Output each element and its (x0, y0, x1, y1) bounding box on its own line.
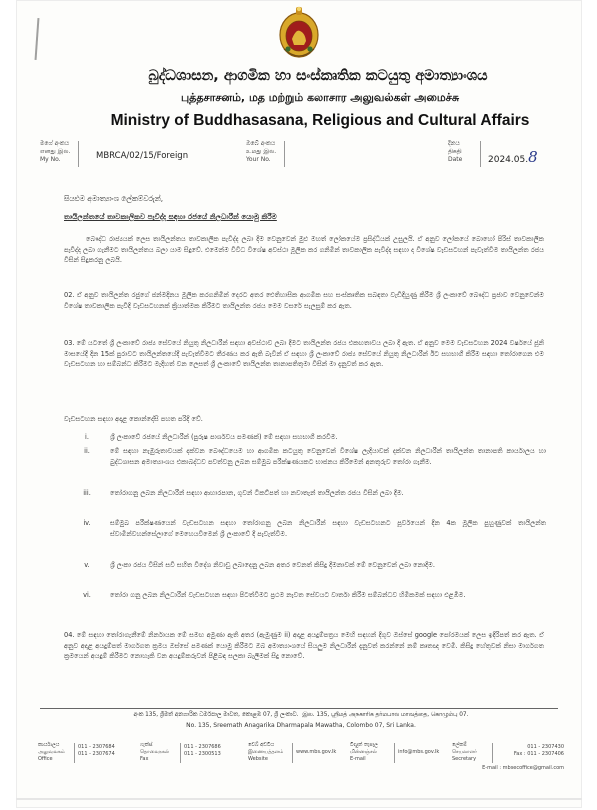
email-label: විද්‍යුත් තැපෑල மின்னஞ்சல் E-mail (350, 742, 378, 762)
list-item: vi. තෝරා ගනු ලබන නිලධාරීන් වැඩසටහන සඳහා පිටත්වීමට ප්‍රථම නැවත සේවයට වාර්තා කිරීම සම්බන්ධව හිමිකමක් සඳහා එළඹීම. (83, 591, 466, 599)
ministry-title-sinhala: බුද්ධශාසන, ආගමික හා සංස්කෘතික කටයුතු අමාත්‍යාංශය (148, 68, 488, 84)
conditions-list (64, 432, 546, 620)
sri-lanka-emblem (278, 5, 320, 61)
office-phones: 011 - 2307684 011 - 2307674 (78, 744, 115, 757)
pen-mark (35, 18, 40, 60)
footer-address-english: No. 135, Sreemath Anagarika Dharmapala Mawatha, Colombo 07, Sri Lanka. (186, 722, 416, 729)
conditions-intro: වැඩසටහන සඳහා අදාළ කොන්දේසි පහත පරිදි වේ. (64, 415, 203, 423)
office-label: කාර්යාලය அலுவலகம் Office (38, 742, 65, 762)
date-handwritten-day: 8 (528, 148, 538, 166)
date-printed: 2024.05. (488, 155, 529, 165)
your-no-label: ඔබේ අංකය உமது இல. Your No. (246, 140, 277, 163)
subject-line: තායිලන්තයේ තාවකාලිකව පැවිද්ද සඳහා රජයේ නිලධාරීන් යොමු කිරීම (64, 212, 277, 221)
list-item: i. ශ්‍රී ලංකාවේ රජයේ නිලධාරීන් (පුරුෂ පාර්ශවය පමණක්) මේ සඳහා සහභාගී කරවීම. (85, 433, 338, 441)
paragraph-2: 02. ඒ අනුව තායිලන්ත රජුගේ ජන්මදිනය මූලික කරගනිමින් දෙරට අතර ඓතිහාසික ආගමික සහ සංස්කෘතික සබඳතා වැඩිදියුණු කිරීම ශ්‍රී ලංකාවේ බෞද්ධ ප්‍රජාව වෙනුවෙන්ම විශේෂ තාවකාලික පැවිදි වැඩසටහනක් ක්‍රියාත්මක කිරීමට තායිලන්ත රජය මෙම වසරේ සැලසුම් කර ඇත. (64, 291, 544, 310)
date-value (488, 148, 538, 166)
secretary-email[interactable]: E-mail : mbsecoffice@gmail.com (482, 765, 564, 771)
footer-divider (40, 708, 558, 709)
letter-page (16, 0, 582, 808)
fax-numbers: 011 - 2307686 011 - 2300513 (184, 744, 221, 757)
website-link[interactable]: www.mbs.gov.lk (296, 749, 337, 755)
secretary-contacts: 011 - 2307430 Fax : 011 - 2307406 (513, 744, 564, 757)
list-item: iv. සම්මුඛ පරීක්ෂණයෙන් වැඩසටහන සඳහා තෝරාගනු ලබන නිලධාරීන් සඳහා වැඩසටහනට පූර්වයෙන් දින 4ක මූලික පුහුණුවක් තායිලන්ත ස්වාමීන්වහන්සේලාගේ මෙහෙයවීමෙන් ශ්‍රී ලංකාවේ දී පැවැත්වීම. (83, 519, 546, 538)
list-item: v. ශ්‍රී ලංකා රජය විසින් සවි සහිත විදේශ නිවාඩු ලබාදෙනු ලබන අතර වෙනත් කිසිදු දීමනාවක් මේ වෙනුවෙන් ලබා නොදීම. (84, 561, 435, 569)
secretary-label: ලේකම් செயலாளர் Secretary (452, 742, 477, 762)
date-label: දිනය திகதி Date (448, 140, 463, 163)
footer-address-line-1: අංක 135, ශ්‍රීමත් අනගාරික ධර්මපාල මාවත, කොළඹ 07, ශ්‍රී ලංකාව. இல. 135, ஸ்ரீமத் அநகாரிக தர்மபால மாவத்தை, கொழும்பு 07. (133, 712, 469, 718)
ministry-title-tamil: புத்தசாசனம், மத மற்றும் கலாசார அலுவல்கள் அமைச்சு (180, 91, 460, 104)
list-item: iii. තෝරාගනු ලබන නිලධාරීන් සඳහා ආහාරපාන, ගුවන් ටිකට්පත් හා නවාතැන් තායිලන්ත රජය විසින් ලබා දීම. (83, 489, 404, 497)
email-link[interactable]: info@mbs.gov.lk (398, 749, 440, 755)
paragraph-3: 03. මේ යටතේ ශ්‍රී ලංකාවේ රාජ්‍ය සේවයේ නියුතු නිලධාරීන් සඳහා අවස්ථාව ලබා දීමට තායිලන්ත රජය එකඟතාවය ලබා දී ඇත. ඒ අනුව මෙම වැඩසටහන 2024 වර්ෂයේ ජූනි මාසයේදී දින 15ක් පුරාවට තායිලන්තයේදී පැවැත්වීමට තීරණය කර ඇති බැවින් ඒ සඳහා ශ්‍රී ලංකාවේ රාජ්‍ය සේවයේ නියුතු නිලධාරීන් ඊට සහභාගී කිරීම සඳහා තෝරාගෙන එම වැඩසටහන හා සම්බන්ධ කිරීමට මැදිහත් වන ලෙසත් ශ්‍රී ලංකාවේ තායිලන්ත තානාපතිතුමා විසින් මා දැනුවත් කර ඇත. (64, 339, 544, 369)
website-label: වෙබ් අඩවිය இணையத்தளம் Website (248, 742, 284, 762)
ministry-title-english: Ministry of Buddhasasana, Religious and Cultural Affairs (110, 112, 530, 129)
paragraph-1: බෞද්ධ රාජ්‍යයක් ලෙස තායිලන්තය තාවකාලික පැවිද්ද ලබා දීම වෙනුවෙන් මුළු මහත් ලෝකයේම ප්‍රසිද්ධියක් උසුලයි. ඒ අනුව ලෝකයේ බොහෝ පිරිස් තාවකාලික පැවිද්ද ලබා ගැනීමට තායිලන්තය බලා යාම සිදුවේ. එමෙන්ම විවිධ විශේෂ අවස්ථා මූලික කර ගනිමින් තාවකාලික පැවිද්ද සඳහා ද විශේෂ වැඩසටහන් පැවැත්වීම තායිලන්ත රජය විසින් සිදුකරනු ලබයි. (64, 235, 544, 265)
list-item: ii. මේ සඳහා නැඹුරුතාවයක් දක්වන බෞද්ධයෙම හා ආගමික කටයුතු වෙනුවෙන් විශේෂ ලැදියාවක් දක්වන නිලධාරීන් තායිලන්ත තානාපති කාර්යාලය හා බුද්ධශාසන අමාත්‍යාංශය එකාබද්ධව පවත්වනු ලබන සම්මුඛ පරීක්ෂණයකට භාජනය කිරීමෙන් අනතුරුව තෝරා ගැනීම. (84, 447, 546, 466)
page-bottom-edge (16, 798, 582, 800)
fax-label: ෆැක්ස් தொலைநகல் Fax (140, 742, 170, 762)
footer-contacts (38, 742, 568, 782)
paragraph-4: 04. මේ සඳහා තෝරාගැනීමේ නිර්නායක මේ සමඟ අමුණා ඇති අතර (ඇමුණුම ii) අදාළ අයදුම්පත්‍රය මෙහි සඳහන් දිගුව ඔස්සේ google පෝරමයක් ලෙස ඉදිරිපත් කර ඇත. ඒ අනුව අදාළ අයදුම්පත් මාර්ගගත ක්‍රමය ඔස්සේ පමණක් යොමු කිරීමට ඔබ අමාත්‍යාංශයේ සියලුම නිලධාරීන් දැනුවත් කරන්නේ නම් කෘතඥ වෙමි. කිසිදු හේතුවක් නිසා මාර්ගගත ක්‍රමයෙන් අයදුම් කිරීමට නොහැකි වන අයදුම්කරුවන් පිළිබඳ සලකා බැලීමක් සිදු නොවේ. (64, 631, 544, 661)
my-no-label: මගේ අංකය எனது இல. My No. (40, 140, 71, 163)
my-no-value: MBRCA/02/15/Foreign (96, 151, 189, 161)
salutation: සියළුම අමාත්‍යාංශ ලේකම්වරුන්, (64, 194, 164, 203)
